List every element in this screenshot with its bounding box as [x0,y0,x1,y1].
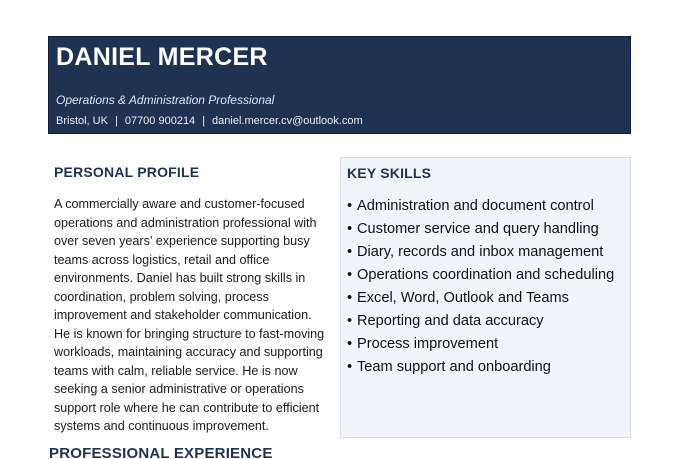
cv-header [48,36,631,134]
contact-line [56,115,363,127]
skill-label: Excel, Word, Outlook and Teams [357,290,569,306]
skill-label: Reporting and data accuracy [357,313,544,329]
profile-line: over seven years’ experience supporting busy [54,234,310,248]
skill-item [347,356,614,379]
candidate-role: Operations & Administration Professional [56,93,275,107]
skill-item [347,195,614,218]
bullet-icon: • [347,313,353,329]
profile-line: support role where he can contribute to efficient [54,400,320,415]
personal-profile-heading: PERSONAL PROFILE [54,164,200,180]
bullet-icon: • [347,244,353,260]
profile-line: improvement and stakeholder communication. [54,308,312,322]
skill-item [347,310,614,333]
skill-item [347,287,614,310]
skill-label: Diary, records and inbox management [357,244,604,260]
contact-email: daniel.mercer.cv@outlook.com [212,115,363,127]
contact-separator: | [114,115,118,127]
skill-label: Team support and onboarding [357,359,551,375]
skill-item [347,264,614,287]
profile-line: environments. Daniel has built strong skills in [54,271,306,285]
skill-label: Process improvement [357,336,499,352]
profile-line: teams across logistics, retail and office [54,252,270,267]
bullet-icon: • [347,290,353,306]
skill-label: Operations coordination and scheduling [357,267,615,283]
key-skills-list [347,195,614,379]
profile-line: teams with calm, reliable service. He is now [54,363,298,378]
bullet-icon: • [347,336,353,352]
key-skills-heading: KEY SKILLS [347,165,432,181]
skill-label: Administration and document control [357,198,594,214]
key-skills-panel [340,157,631,438]
profile-line: He is known for bringing structure to fast-moving [54,326,325,341]
skill-item [347,241,614,264]
profile-line: systems and continuous improvement. [54,419,269,433]
profile-line: coordination, problem solving, process [54,289,269,304]
bullet-icon: • [347,198,353,214]
bullet-icon: • [347,359,353,375]
profile-line: workloads, maintaining accuracy and supporting [54,345,323,359]
contact-separator: | [202,115,206,127]
profile-line: operations and administration professional with [54,215,317,230]
professional-experience-heading: PROFESSIONAL EXPERIENCE [49,445,273,459]
contact-phone: 07700 900214 [124,115,196,127]
profile-line: A commercially aware and customer-focused [54,197,305,211]
profile-line: seeking a senior administrative or operations [54,382,304,396]
bullet-icon: • [347,221,353,237]
candidate-name: DANIEL MERCER [56,43,268,71]
skill-item [347,218,614,241]
skill-label: Customer service and query handling [357,221,599,237]
bullet-icon: • [347,267,353,283]
personal-profile-text [54,195,338,436]
skill-item [347,333,614,356]
contact-location: Bristol, UK [56,115,108,127]
